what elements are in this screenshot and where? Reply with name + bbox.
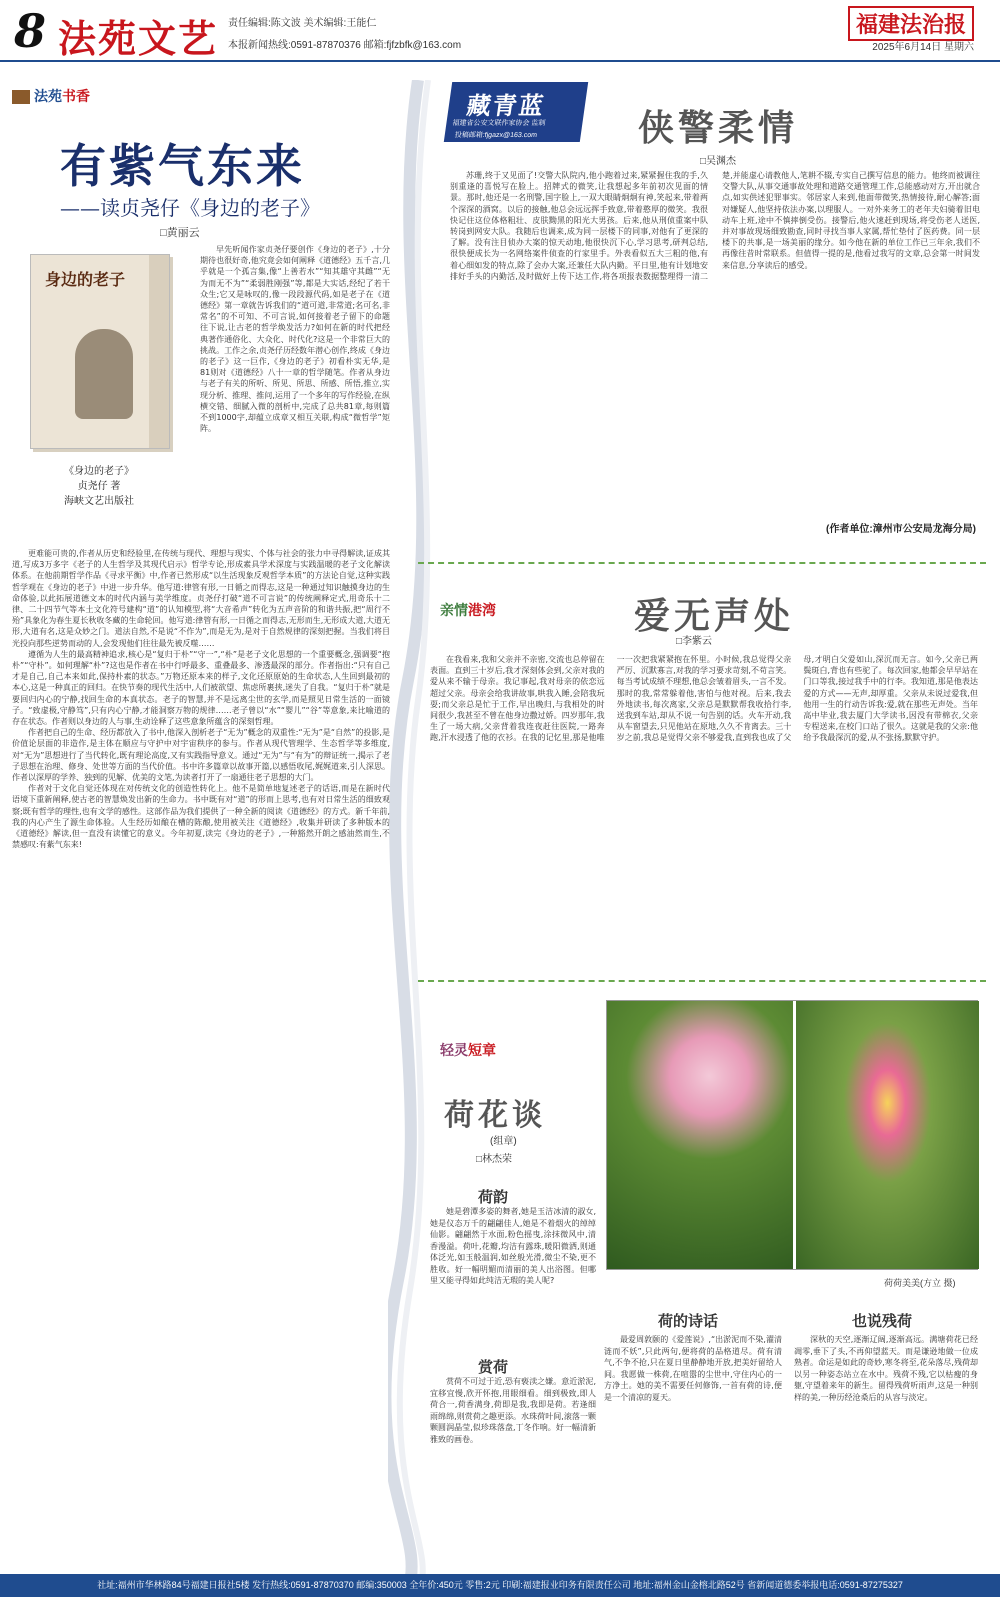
story3-genre: (组章) xyxy=(490,1136,517,1147)
poem1-title: 荷韵 xyxy=(478,1188,509,1206)
article-title: 有紫气东来 xyxy=(60,139,305,193)
section-divider xyxy=(418,980,986,986)
newspaper-logo: 福建法治报 xyxy=(848,6,974,41)
column-box-mail: 投稿邮箱:fjgazx@163.com xyxy=(454,132,538,139)
story2-author: □李紫云 xyxy=(676,636,713,647)
section-name: 法苑文艺 xyxy=(58,16,219,61)
book-caption-author: 贞尧仔 著 xyxy=(77,481,121,492)
editors-line: 责任编辑:陈文波 美术编辑:王能仁 xyxy=(228,18,377,29)
column-box-title: 藏青蓝 xyxy=(464,91,547,120)
story1-body xyxy=(450,170,980,520)
column-tag-b: 书香 xyxy=(62,89,90,105)
masthead xyxy=(0,0,1000,62)
books-icon xyxy=(12,90,30,104)
story2-text: 在我看来,我和父亲并不亲密,交流也总停留在表面。直到三十岁后,我才深刻体会到,父亲对我的爱从来不输于母亲。我记事起,我对母亲的依恋远超过父亲。母亲会给我讲故事,哄我入睡,会陪我玩耍;而父亲总是忙于工作,早出晚归,与我相处的时间很少,我甚至不曾在他身边撒过娇。四岁那年,我生了一场大病,父亲背着我连夜赶往医院,一路奔跑,汗水浸透了他的衣衫。在我的记忆里,那是他唯一一次把我紧紧抱在怀里。小时候,我总觉得父亲严厉、沉默寡言,对我的学习要求苛刻,不苟言笑。每当考试成绩不理想,他总会皱着眉头,一言不发。那时的我,常常躲着他,害怕与他对视。后来,我去外地读书,每次离家,父亲总是默默帮我收拾行李,送我到车站,却从不说一句告别的话。火车开动,我从车窗望去,只见他站在原地,久久不肯离去。三十岁之前,我总是觉得父亲不够爱我,直到我也成了父母,才明白父爱如山,深沉而无言。如今,父亲已两鬓斑白,背也有些驼了。每次回家,他都会早早站在门口等我,接过我手中的行李。我知道,那是他表达爱的方式——无声,却厚重。父亲从未说过爱我,但他用一生的行动告诉我:爱,就在那些无声处。当年高中毕业,我去厦门大学读书,因没有带棉衣,父亲专程送来,在校门口站了很久。这就是我的父亲:他给予我最深沉的爱,从不张扬,默默守护。 xyxy=(430,655,978,743)
contact-line: 本报新闻热线:0591-87870376 邮箱:fjfzbfk@163.com xyxy=(228,40,462,51)
column-tag-b: 港湾 xyxy=(468,602,496,618)
article-paragraph: 作者把自己的生命、经历都放入了书中,他深入剖析老子“无为”概念的双重性:“无为”是“自然”的投影,是价值论层面的非造作,是主体在顺应与守护中对宇宙秩序的参与。作者从现代管理学、生态哲学等多维度,对“无为”思想进行了当代转化,既有理论高度,又有实践指导意义。通过“无为”与“有为”的辩证统一,揭示了老子思想在治理、修身、处世等方面的当代价值。书中许多篇章以故事开篇,以感悟收尾,娓娓道来,引人深思。作者以深厚的学养、独到的见解、优美的文笔,为读者打开了一扇通往老子思想的大门。 xyxy=(12,728,390,783)
footer: 社址:福州市华林路84号福建日报社5楼 发行热线:0591-87870370 邮编:350003 全年价:450元 零售:2元 印刷:福建报业印务有限责任公司 地址:福州金山金榕北路52号 省新闻道德委举报电话:0591-87275327 xyxy=(0,1574,1000,1597)
column-tag-a: 法苑 xyxy=(34,88,62,104)
page-number: 8 xyxy=(14,4,47,58)
poem3-text: 最爱周敦颐的《爱莲说》,“出淤泥而不染,濯清涟而不妖”,只此两句,便将荷的品格道尽。荷有清气,不争不抢,只在夏日里静静地开放,把美好留给人间。我愿做一株荷,在喧嚣的尘世中,守住内心的一方净土。她的美不需要任何修饰,一首有荷的诗,便是一个清凉的夏天。 xyxy=(604,1335,782,1402)
column-tag-qinqing xyxy=(440,600,496,620)
poem2-text: 赏荷不可过于近,恐有亵渎之嫌。意近淤泥,宜移宜慢,欣开怀抱,用眼细看。细到极致,即人荷合一,荷香满身,荷即是我,我即是荷。若逢细雨绵绵,则赏荷之趣更添。水珠荷叶间,滚落一颗颗圆润晶莹,似珍珠落盘,丁冬作响。好一幅清新雅致的画卷。 xyxy=(430,1377,596,1444)
issue-date: 2025年6月14日 星期六 xyxy=(872,42,974,53)
column-box-cangqinglan xyxy=(444,82,588,142)
column-tag-fayuan xyxy=(12,86,90,106)
poem4-body xyxy=(794,1334,978,1564)
section-divider xyxy=(418,562,986,568)
story3-title: 荷花谈 xyxy=(444,1098,546,1133)
book-caption-publisher: 海峡文艺出版社 xyxy=(64,496,134,507)
poem2-body xyxy=(430,1376,596,1566)
poem4-title: 也说残荷 xyxy=(852,1312,913,1330)
column-box-org: 福建省公安文联作家协会 监制 xyxy=(451,120,546,127)
story1-author: □吴渊杰 xyxy=(700,156,737,167)
column-tag-qingling xyxy=(440,1040,496,1060)
poem1-body xyxy=(430,1206,596,1340)
story1-title: 侠警柔情 xyxy=(638,107,799,149)
article-paragraph: 遵循为人生的最高精神追求,核心是“复归于朴”“守一”,“朴”是老子文化思想的一个重要概念,强调要“抱朴”“守朴”。如何理解“朴”?这也是作者在书中行呼最多、重叠最多、渗透最深的部分。作者指出:“只有自己才是自己,自己本来如此,保持朴素的状态。”万物还原本来的样子,文化还原原始的生命状态,人生回到最初的本心,这是一种真正的回归。在快节奏的现代生活中,人们被欲望、焦虑所裹挟,迷失了自我。“复归于朴”就是要回归内心的宁静,找回生命的本真状态。老子的智慧,并不是远离尘世的玄学,而是照见日常生活的一面镜子。“致虚极,守静笃”,只有内心宁静,才能洞察万物的规律……老子曾以“水”“婴儿”“谷”等意象,来比喻道的存在状态。作者则以身边的人与事,生动诠释了这些意象所蕴含的深刻哲理。 xyxy=(12,649,390,727)
book-spine xyxy=(149,255,169,448)
poem3-body xyxy=(604,1334,782,1564)
column-tag-a: 亲情 xyxy=(440,602,468,618)
poem2-title: 赏荷 xyxy=(478,1358,509,1376)
pink-lotus-image xyxy=(607,1001,793,1269)
poem1-text: 她是碧潭多姿的舞者,她是玉洁冰清的淑女,她是仪态万千的翩翩佳人,她是不着烟火的绰绰仙影。翩翩然于水面,粉色摇曳,涂抹微风中,清香漫溢。荷叶,花瓣,均洁有露珠,暖阳微洒,则通体泛光,如玉般温润,如丝般光滑,微尘不染,更不胜收。好一幅明媚而清丽的美人出浴图。但哪里又能寻得如此纯洁无瑕的美人呢? xyxy=(430,1207,596,1285)
column-tag-b: 短章 xyxy=(468,1042,496,1058)
article-intro-text: 早先听闻作家贞尧仔要创作《身边的老子》,十分期待也很好奇,他究竟会如何阐释《道德经》五千言,几乎就是一个孤言集,像“上善若水”“知其雄守其雌”“无为而无不为”“柔弱胜刚强”等,都是大实话,经纪了若干众生;它又是咏叹的,像一段段源代码,如是老子在《道德经》第一章就告诉我们的“道可道,非常道;名可名,非常名”的不可知、不可言说,如何接着老子留下的命题往下说,让古老的哲学焕发活力?如何在新的时代把经典著作通俗化、大众化、时代化?这是一个非常巨大的挑战。工作之余,贞尧仔历经数年潜心创作,终成《身边的老子》这一巨作,《身边的老子》初看朴实无华,是81则对《道德经》八十一章的哲学随笔。作者从身边与老子有关的所听、所见、所思、所感、所悟,推立,实现分析、推理、推问,运用了一个多年的写作经验,在纵横交错、细腻入微的剖析中,完成了总共81章,每则篇不到1000字,却蕴立成章又相互关联,构成“微哲学”矩阵。 xyxy=(200,245,390,434)
story3-author: □林杰荣 xyxy=(476,1154,513,1165)
lotus-bud-image xyxy=(793,1001,979,1269)
book-cover-figure xyxy=(75,329,133,419)
book-cover-image xyxy=(30,254,170,449)
book-cover-title: 身边的老子 xyxy=(45,270,126,289)
article-body xyxy=(12,548,390,1570)
poem4-text: 深秋的天空,逐渐辽阔,逐渐高远。满塘荷花已经凋零,垂下了头,不再仰望蓝天。而是谦逊地做一位成熟者。命运是如此的奇妙,寒冬将至,花朵落尽,残荷却以另一种姿态站立在水中。残荷不残,它以枯瘦的身躯,守望着来年的新生。留得残荷听雨声,这是一种别样的美,一种历经沧桑后的从容与淡定。 xyxy=(794,1335,978,1402)
article-subtitle: ——读贞尧仔《身边的老子》 xyxy=(60,196,320,220)
story2-title: 爱无声处 xyxy=(634,595,795,637)
story1-unit: (作者单位:漳州市公安局龙海分局) xyxy=(826,524,976,535)
photo-caption: 荷荷美美(方立 摄) xyxy=(884,1278,956,1288)
book-caption-title: 《身边的老子》 xyxy=(64,466,134,477)
column-tag-a: 轻灵 xyxy=(440,1042,468,1058)
article-paragraph: 作者对于文化自觉还体现在对传统文化的创造性转化上。他不是简单地复述老子的话语,而是在新时代语境下重新阐释,使古老的智慧焕发出新的生命力。书中既有对“道”的形而上思考,也有对日常生活的细致观察;既有哲学的理性,也有文学的感性。这部作品为我们提供了一种全新的阅读《道德经》的方式。新千年前,我的内心产生了源生命体验。人生经历如酿在槽的陈酿,使用被关注《道德经》,收集并研读了多种版本的《道德经》解读,但一直没有读懂它的意义。今年初夏,读完《身边的老子》,一种豁然开朗之感油然而生,不禁感叹:有紫气东来! xyxy=(12,784,390,850)
article-paragraph: 更难能可贵的,作者从历史和经验里,在传统与现代、理想与现实、个体与社会的张力中寻得解读,证成其道,写成3万多字《老子的人生哲学及其现代启示》哲学专论,形成素具学术深度与实践温暖的老子文化解读体系。在他前期哲学作品《寻求平衡》中,作者已然形成“以生活现象反观哲学本质”的方法论自觉,这种实践哲学观在《身边的老子》中进一步升华。他写道:律管有形,一日循之而得志,这是一种通过知识触摸身边的生命体验,以此拓展道德文本的时代内涵与美学维度。贞尧仔打破“道不可言说”的传统阐释定式,用奇乐十二律、二十四节气等本土文化符号建构“道”的认知模型,将“大音希声”转化为五声音阶的和谐共振,把“周行不殆”具象化为春生夏长秋收冬藏的生命轮回。他写道:律管有形,一日循之而得志,无形而生,无形成大道,大道无形,大道有名,这是众妙之门。道法自然,不是说“不作为”,而是无为,是对于自然规律的深刻把握。当我们将目光投向那些逆势而动的人,会发现他们往往最先被反噬…… xyxy=(12,549,390,648)
poem3-title: 荷的诗话 xyxy=(658,1312,719,1330)
article-author: □黄丽云 xyxy=(160,227,200,239)
article-intro xyxy=(200,244,390,544)
story1-text: 苏珊,终于又见面了!交警大队院内,他小跑着过来,紧紧握住我的手,久别重逢的喜悦写在脸上。招牌式的微笑,让我想起多年前初次见面的情景。那时,他还是一名刑警,国字脸上,一双大眼睛炯炯有神,笑起来,带着两个深深的酒窝。以后的接触,他总会远远挥手致意,带着憨厚的微笑。我很快记住这位体格粗壮、皮肤黝黑的阳光大男孩。后来,他从刑侦重案中队转岗到网安大队。我随后也调来,成为同一层楼下的同事,对他有了更深的了解。没有注目侦办大案的惊天动地,他很快沉下心,学习思考,研判总结,很快便成长为一名网络案件侦查的行家里手。外表看似五大三粗的他,有着心细如发的特点,除了会办大案,还兼任大队内勤。平日里,他有计划地安排好手头的内勤活,及时做好上传下达工作,将各项报表数据整理得一清二楚,并能虚心请教他人,笔耕不辍,专实自己撰写信息的能力。他终而被调往交警大队,从事交通事故处理和道路交通管理工作,总能感动对方,开出就合点,如实供述犯罪事实。邻居家人来到,他面带微笑,热情接待,耐心解答;面对嫌疑人,他坚持依法办案,以理服人。一对外来务工的老年夫妇骑着旧电动车上班,途中不慎摔倒受伤。接警后,他火速赶到现场,将受伤老人送医,并对事故现场细致勘查,同时寻找当事人家属,帮忙垫付了医药费。同一层楼下的共事,是一场美丽的缘分。如今他在新的单位工作已三年余,我们不再像往昔时常联系。但值得一提的是,他看过我写的文章,总会第一时间发来信息,分享读后的感受。 xyxy=(450,171,980,281)
story2-body xyxy=(430,654,978,968)
book-caption xyxy=(34,464,164,509)
lotus-photo xyxy=(606,1000,978,1270)
